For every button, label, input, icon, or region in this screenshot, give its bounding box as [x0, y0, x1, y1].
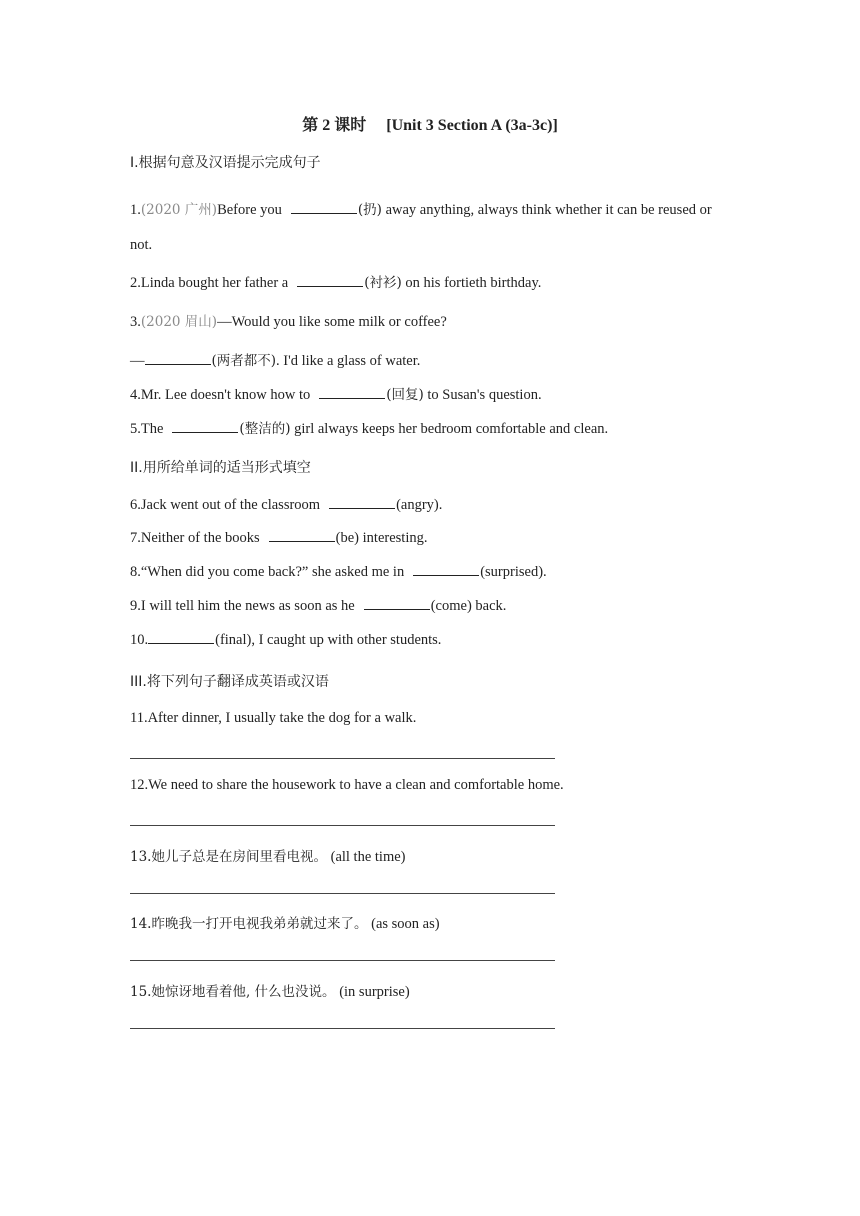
- question-3: 3.(2020 眉山)—Would you like some milk or coffee?: [130, 314, 447, 330]
- answer-line[interactable]: [130, 825, 555, 826]
- question-12: 12.We need to share the housework to have a clean and comfortable home.: [130, 777, 564, 793]
- question-source: (2020 广州): [140, 202, 218, 218]
- answer-blank[interactable]: [319, 386, 385, 399]
- answer-blank[interactable]: [291, 201, 357, 214]
- question-source: (2020 眉山): [140, 314, 218, 330]
- question-6: 6.Jack went out of the classroom (angry).: [130, 497, 443, 513]
- unit-label: [Unit 3 Section A (3a-3c)]: [386, 117, 558, 134]
- answer-blank[interactable]: [145, 352, 211, 365]
- question-7: 7.Neither of the books (be) interesting.: [130, 530, 428, 546]
- answer-blank[interactable]: [148, 631, 214, 644]
- question-4: 4.Mr. Lee doesn't know how to (回复) to Susan's question.: [130, 387, 542, 403]
- question-5: 5.The (整洁的) girl always keeps her bedroom comfortable and clean.: [130, 421, 609, 437]
- question-14: 14.昨晚我一打开电视我弟弟就过来了。 (as soon as): [130, 916, 440, 932]
- question-3-answer: — (两者都不). I'd like a glass of water.: [130, 353, 421, 369]
- answer-blank[interactable]: [329, 496, 395, 509]
- answer-line[interactable]: [130, 1028, 555, 1029]
- page-title: [0, 112, 860, 135]
- question-9: 9.I will tell him the news as soon as he (come) back.: [130, 598, 507, 614]
- answer-blank[interactable]: [297, 274, 363, 287]
- question-1: 1.(2020 广州)Before you (扔) away anything, always think whether it can be reused or: [130, 202, 712, 218]
- answer-blank[interactable]: [269, 529, 335, 542]
- question-10: 10. (final), I caught up with other students.: [130, 632, 442, 648]
- section-heading-1: I.根据句意及汉语提示完成句子: [130, 155, 321, 171]
- question-15: 15.她惊讶地看着他, 什么也没说。 (in surprise): [130, 984, 410, 1000]
- answer-line[interactable]: [130, 758, 555, 759]
- section-heading-3: III.将下列句子翻译成英语或汉语: [130, 674, 329, 690]
- question-13: 13.她儿子总是在房间里看电视。 (all the time): [130, 849, 406, 865]
- question-8: 8.“When did you come back?” she asked me in (surprised).: [130, 564, 547, 580]
- answer-line[interactable]: [130, 960, 555, 961]
- answer-blank[interactable]: [172, 420, 238, 433]
- question-2: 2.Linda bought her father a (衬衫) on his fortieth birthday.: [130, 275, 542, 291]
- question-1-continued: not.: [130, 237, 153, 253]
- answer-blank[interactable]: [364, 597, 430, 610]
- section-heading-2: II.用所给单词的适当形式填空: [130, 460, 311, 476]
- question-11: 11.After dinner, I usually take the dog for a walk.: [130, 710, 417, 726]
- lesson-label: 第 2 课时: [302, 117, 367, 134]
- answer-blank[interactable]: [413, 563, 479, 576]
- answer-line[interactable]: [130, 893, 555, 894]
